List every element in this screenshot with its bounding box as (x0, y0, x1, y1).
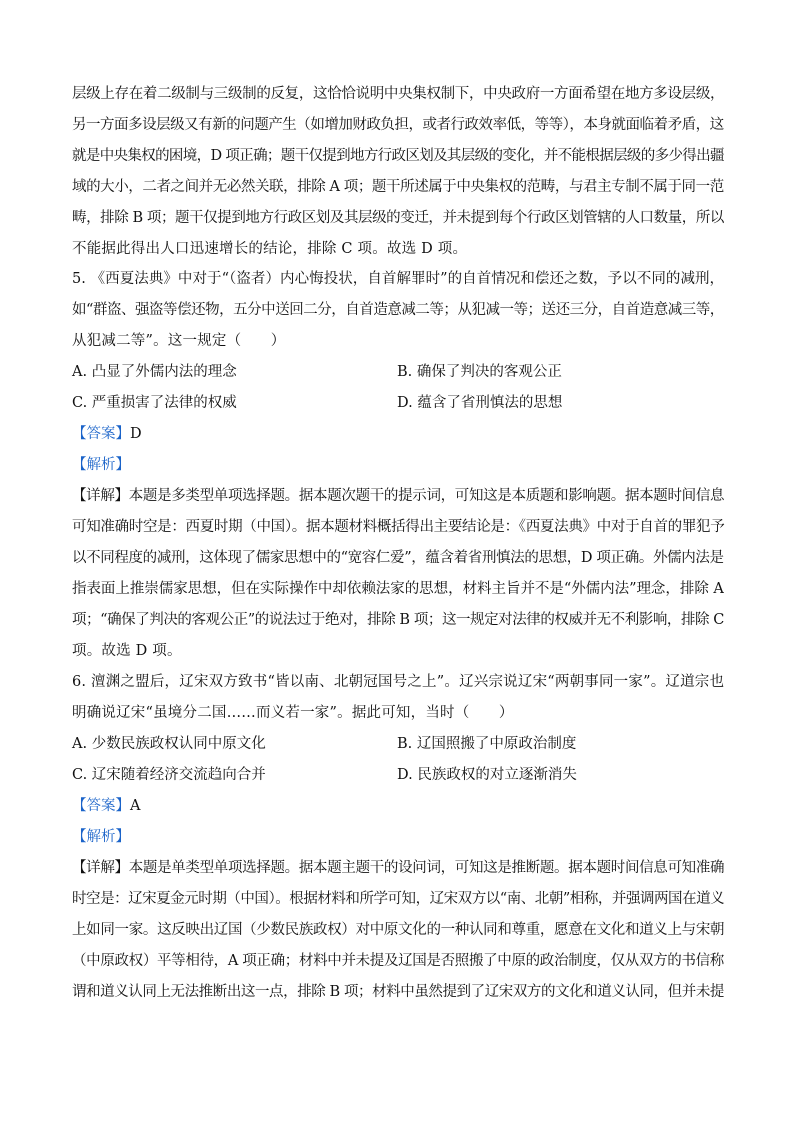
q5-analysis-label: 【解析】 (72, 457, 130, 473)
q5-detail-line: 项。故选 D 项。 (72, 643, 182, 659)
q6-stem-line: 6. 澶渊之盟后，辽宋双方致书“皆以南、北朝冠国号之上”。辽兴宗说辽宋“两朝事同一家”。辽道宗也 (72, 674, 725, 690)
q6-option-d: D. 民族政权的对立逐渐消失 (397, 767, 577, 783)
intro-line: 不能据此得出人口迅速增长的结论，排除 C 项。故选 D 项。 (72, 241, 468, 257)
q6-option-c: C. 辽宋随着经济交流趋向合并 (72, 767, 266, 783)
q5-option-c: C. 严重损害了法律的权威 (72, 395, 237, 411)
q5-stem-line: 如“群盗、强盗等偿还物，五分中送回二分，自首造意减二等；从犯减一等；送还三分，自首造意减三等， (72, 302, 724, 318)
answer-value: D (130, 426, 142, 442)
q5-answer (72, 424, 142, 444)
q5-option-a: A. 凸显了外儒内法的理念 (72, 364, 237, 380)
answer-label: 【答案】 (72, 426, 130, 442)
q5-detail-line: 【详解】本题是多类型单项选择题。据本题次题干的提示词，可知这是本质题和影响题。据本题时间信息 (72, 488, 725, 504)
intro-line: 就是中央集权的困境，D 项正确；题干仅提到地方行政区划及其层级的变化，并不能根据层级的多少得出疆 (72, 148, 724, 164)
q6-detail-line: 时空是：辽宋夏金元时期（中国）。根据材料和所学可知，辽宋双方以“南、北朝”相称，并强调两国在道义 (72, 891, 725, 907)
answer-label: 【答案】 (72, 798, 130, 814)
intro-line: 畴，排除 B 项；题干仅提到地方行政区划及其层级的变迁，并未提到每个行政区划管辖的人口数量，所以 (72, 210, 724, 226)
intro-line: 层级上存在着二级制与三级制的反复，这恰恰说明中央集权制下，中央政府一方面希望在地方多设层级， (72, 86, 725, 102)
answer-value: A (130, 798, 141, 814)
q6-detail-line: 【详解】本题是单类型单项选择题。据本题主题干的设问词，可知这是推断题。据本题时间信息可知准确 (72, 860, 725, 876)
intro-line: 域的大小，二者之间并无必然关联，排除 A 项；题干所述属于中央集权的范畴，与君主专制不属于同一范 (72, 179, 724, 195)
q6-option-a: A. 少数民族政权认同中原文化 (72, 736, 266, 752)
q5-detail-line: 可知准确时空是：西夏时期（中国）。据本题材料概括得出主要结论是：《西夏法典》中对于自首的罪犯予 (72, 519, 725, 535)
q5-stem-line: 从犯减二等”。这一规定（ ） (72, 333, 286, 349)
q5-detail-line: 项；“确保了判决的客观公正”的说法过于绝对，排除 B 项；这一规定对法律的权威并无不利影响，排除 C (72, 612, 724, 628)
q6-detail-line: （中原政权）平等相待，A 项正确；材料中并未提及辽国是否照搬了中原的政治制度，仅从双方的书信称 (72, 953, 724, 969)
q6-detail-line: 上如同一家。这反映出辽国（少数民族政权）对中原文化的一种认同和尊重，愿意在文化和道义上与宋朝 (72, 922, 725, 938)
q5-option-b: B. 确保了判决的客观公正 (397, 364, 562, 380)
q6-option-b: B. 辽国照搬了中原政治制度 (397, 736, 577, 752)
q5-option-d: D. 蕴含了省刑慎法的思想 (397, 395, 563, 411)
q5-stem-line: 5. 《西夏法典》中对于“（盗者）内心悔投状，自首解罪时”的自首情况和偿还之数，予以不同的减刑， (72, 271, 725, 287)
intro-line: 另一方面多设层级又有新的问题产生（如增加财政负担，或者行政效率低，等等），本身就面临着矛盾，这 (72, 117, 724, 133)
q6-stem-line: 明确说辽宋“虽境分二国……而义若一家”。据此可知，当时（ ） (72, 705, 514, 721)
q5-detail-line: 以不同程度的减刑，这体现了儒家思想中的“宽容仁爱”，蕴含着省刑慎法的思想，D 项正确。外儒内法是 (72, 550, 724, 566)
q5-detail-line: 指表面上推崇儒家思想，但在实际操作中却依赖法家的思想，材料主旨并不是“外儒内法”理念，排除 A (72, 581, 724, 597)
q6-answer (72, 796, 140, 816)
q6-detail-line: 谓和道义认同上无法推断出这一点，排除 B 项；材料中虽然提到了辽宋双方的文化和道义认同，但并未提 (72, 984, 724, 1000)
q6-analysis-label: 【解析】 (72, 829, 130, 845)
